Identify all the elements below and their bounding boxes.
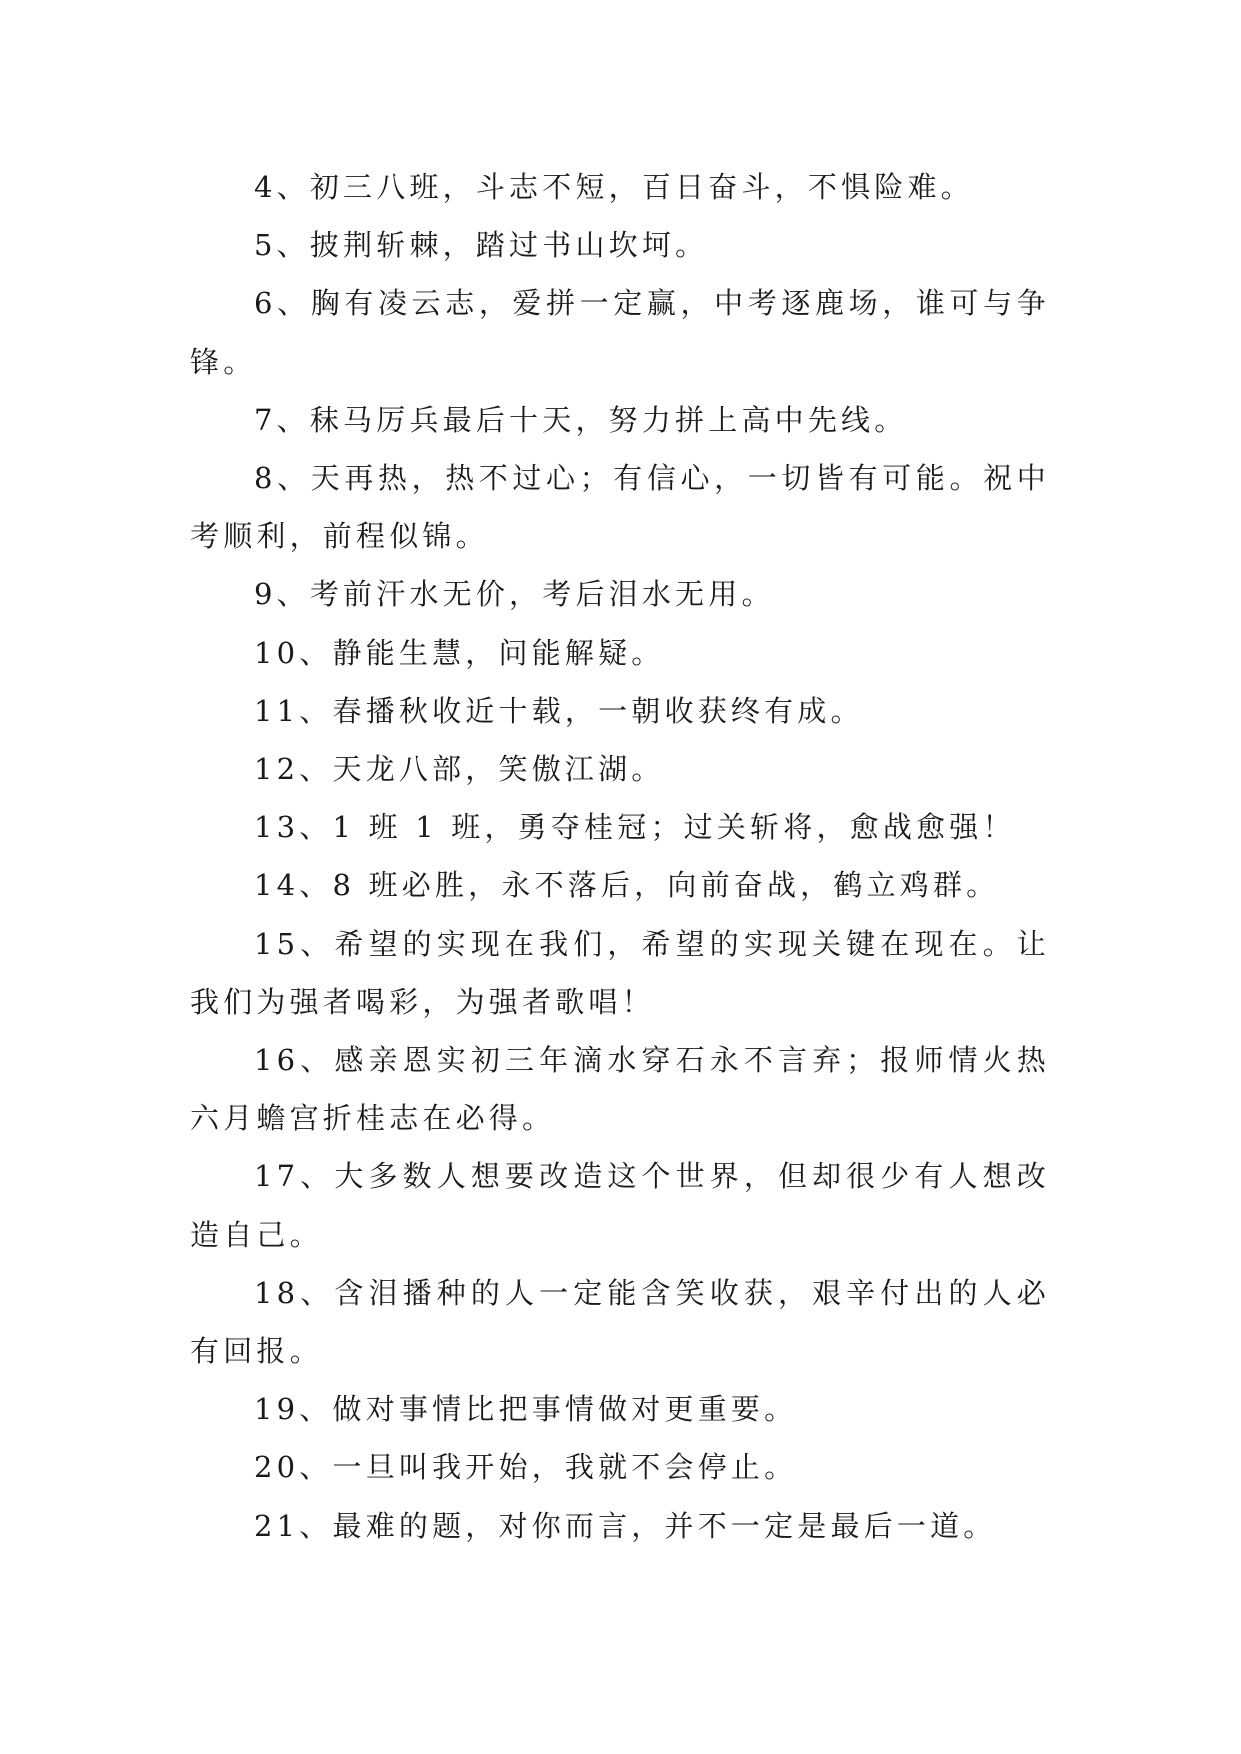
paragraph-17: 17、大多数人想要改造这个世界，但却很少有人想改造自己。 bbox=[190, 1159, 1050, 1252]
paragraph-11: 11、春播秋收近十载，一朝收获终有成。 bbox=[254, 693, 864, 728]
paragraph-19: 19、做对事情比把事情做对更重要。 bbox=[254, 1392, 798, 1427]
paragraph-7: 7、秣马厉兵最后十天，努力拼上高中先线。 bbox=[254, 402, 908, 437]
paragraph-18: 18、含泪播种的人一定能含笑收获，艰辛付出的人必有回报。 bbox=[190, 1275, 1050, 1369]
paragraph-20: 20、一旦叫我开始，我就不会停止。 bbox=[254, 1450, 798, 1485]
paragraph-6: 6、胸有凌云志，爱拼一定赢，中考逐鹿场，谁可与争锋。 bbox=[190, 286, 1050, 379]
paragraph-16: 16、感亲恩实初三年滴水穿石永不言弃；报师情火热六月蟾宫折桂志在必得。 bbox=[190, 1043, 1050, 1136]
paragraph-21: 21、最难的题，对你而言，并不一定是最后一道。 bbox=[254, 1508, 997, 1543]
paragraph-10: 10、静能生慧，问能解疑。 bbox=[254, 635, 665, 670]
paragraph-8: 8、天再热，热不过心；有信心，一切皆有可能。祝中考顺利，前程似锦。 bbox=[190, 461, 1050, 554]
paragraph-13: 13、1 班 1 班，勇夺桂冠；过关斩将，愈战愈强！ bbox=[254, 810, 1016, 845]
paragraph-4: 4、初三八班，斗志不短，百日奋斗，不惧险难。 bbox=[254, 170, 974, 204]
paragraph-5: 5、披荆斩棘，踏过书山坎坷。 bbox=[254, 228, 709, 263]
paragraph-9: 9、考前汗水无价，考后泪水无用。 bbox=[254, 577, 775, 612]
paragraph-15: 15、希望的实现在我们，希望的实现关键在现在。让我们为强者喝彩，为强者歌唱！ bbox=[190, 926, 1050, 1019]
paragraph-12: 12、天龙八部，笑傲江湖。 bbox=[254, 752, 665, 787]
document-body bbox=[190, 158, 1050, 1555]
paragraph-14: 14、8 班必胜，永不落后，向前奋战，鹤立鸡群。 bbox=[254, 868, 1000, 903]
